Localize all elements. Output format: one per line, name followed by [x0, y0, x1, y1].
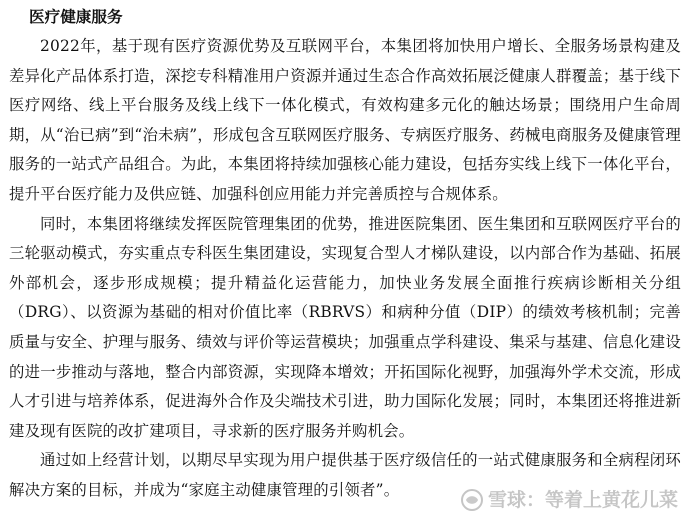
paragraph-goal: 通过如上经营计划，以期尽早实现为用户提供基于医疗级信任的一站式健康服务和全病程闭环解决方案的目标，并成为“家庭主动健康管理的引领者”。	[9, 451, 681, 499]
paragraph-plan-2022: 2022年，基于现有医疗资源优势及互联网平台，本集团将加快用户增长、全服务场景构建及差异化产品体系打造，深挖专科精准用户资源并通过生态合作高效拓展泛健康人群覆盖；基于线下医疗网络、线上平台服务及线上线下一体化模式，有效构建多元化的触达场景；围绕用户生命周期，从“治已病”到“治未病”，形成包含互联网医疗服务、专病医疗服务、药械电商服务及健康管理服务的一站式产品组合。为此，本集团将持续加强核心能力建设，包括夯实线上线下一体化平台，提升平台医疗能力及供应链、加强科创应用能力并完善质控与合规体系。	[9, 37, 681, 203]
paragraph-hospital-group: 同时，本集团将继续发挥医院管理集团的优势，推进医院集团、医生集团和互联网医疗平台的三轮驱动模式，夯实重点专科医生集团建设，实现复合型人才梯队建设，以内部合作为基础、拓展外部机会，逐步形成规模；提升精益化运营能力，加快业务发展全面推行疾病诊断相关分组（DRG）、以资源为基础的相对价值比率（RBRVS）和病种分值（DIP）的绩效考核机制；完善质量与安全、护理与服务、绩效与评价等运营模块；加强重点学科建设、集采与基建、信息化建设的进一步推动与落地，整合内部资源，实现降本增效；开拓国际化视野，加强海外学术交流，形成人才引进与培养体系，促进海外合作及尖端技术引进，助力国际化发展；同时，本集团还将推进新建及现有医院的改扩建项目，寻求新的医疗服务并购机会。	[9, 214, 681, 440]
watermark	[461, 488, 678, 512]
watermark-text: 雪球：等着上黄花儿菜	[487, 489, 678, 511]
snowball-logo-icon	[461, 489, 483, 511]
section-heading: 医疗健康服务	[29, 8, 123, 26]
document-body	[9, 2, 681, 506]
